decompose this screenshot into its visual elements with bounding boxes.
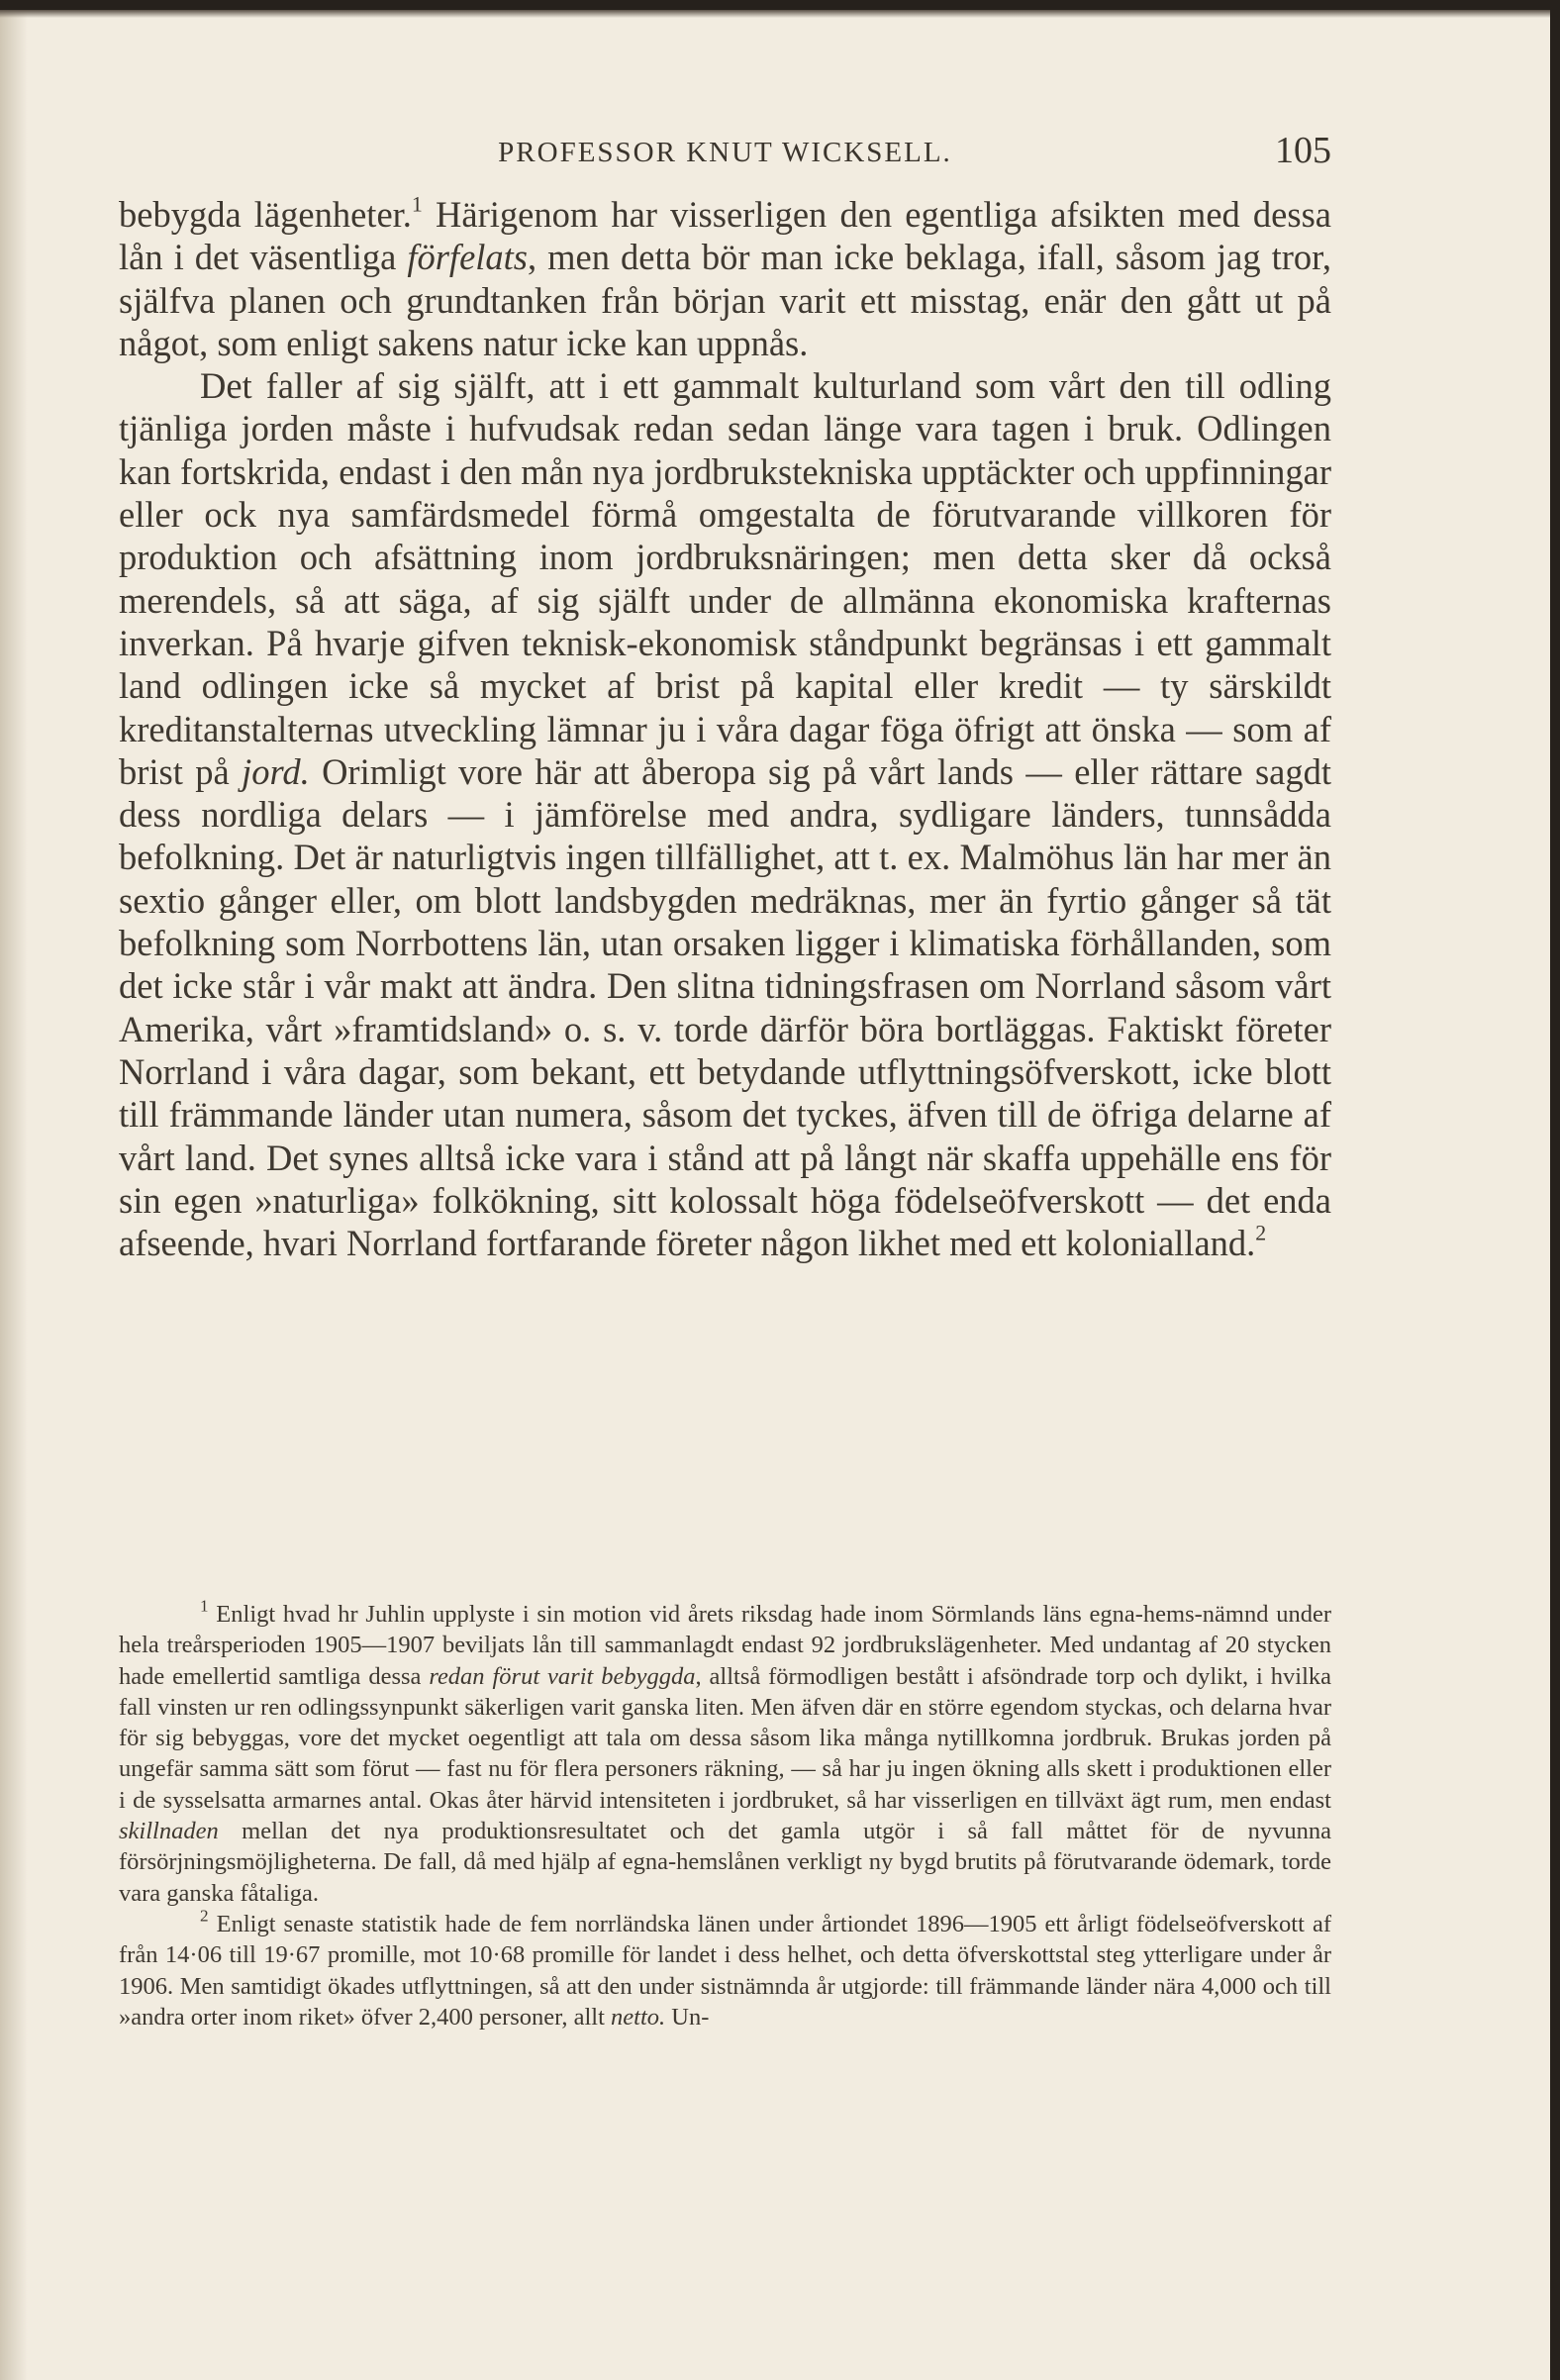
footnote-2 [119, 1906, 1331, 2033]
paragraph-2-italic: jord. [242, 750, 310, 792]
footnote-1-marker: 1 [200, 1596, 209, 1616]
footnote-2-text-b: Un- [665, 2003, 710, 2031]
paragraph-1 [119, 193, 1331, 364]
footnote-1-text-a: Enligt hvad hr Juhlin upplyste i sin motion vid årets riksdag hade inom Sörmlands läns egna-hems-nämnd under hela treårsperioden 1905—1907 beviljats lån till sammanlagdt endast 92 jordbrukslägenheter. Med undantag af 20 stycken hade emellertid samtliga dessa [119, 1601, 1331, 1690]
footnote-1-text-b: , alltså förmodligen bestått i afsöndrade torp och dylikt, i hvilka fall vinsten ur ren odlingssynpunkt säkerligen varit ganska liten. Men äfven där en större egendom styckas, och delarna hvar för sig bebyggas, vore det mycket oegentligt att tala om dessa såsom lika många nytillkomna jordbruk. Brukas jorden på ungefär samma sätt som förut — fast nu för flera personers räkning, — så har ju ingen ökning alls skett i produktionen eller i de sysselsatta armarnes antal. Okas åter härvid intensiteten i jordbruket, så har visserligen en tillväxt ägt rum, men endast [119, 1662, 1331, 1814]
running-title: PROFESSOR KNUT WICKSELL. [498, 137, 952, 168]
paragraph-1-text-b: Härigenom har visserligen den egentliga afsikten med dessa lån i det väsentliga [119, 194, 1331, 278]
paragraph-2-text-b: Orimligt vore här att åberopa sig på vårt lands — eller rättare sagdt dess nordliga delars — i jämförelse med andra, sydligare länders, tunnsådda befolkning. Det är naturligtvis ingen tillfällighet, att t. ex. Malmöhus län har mer än sextio gånger eller, om blott landsbygden medräknas, mer än fyrtio gånger så tät befolkning som Norrbottens län, utan orsaken ligger i klimatiska förhållanden, som det icke står i vår makt att ändra. Den slitna tidningsfrasen om Norrland såsom vårt Amerika, vårt »framtidsland» o. s. v. torde därför böra bortläggas. Faktiskt företer Norrland i våra dagar, som bekant, ett betydande utflyttningsöfverskott, icke blott till främmande länder utan numera, såsom det tyckes, äfven till de öfriga delarne af vårt land. Det synes alltså icke vara i stånd att på långt när skaffa uppehälle ens för sin egen »naturliga» folkökning, sitt kolossalt höga födelseöfverskott — det enda afseende, hvari Norrland fortfarande företer någon likhet med ett kolonialland. [119, 750, 1331, 1264]
footnote-ref-2: 2 [1255, 1220, 1267, 1245]
paragraph-1-text-a: bebygda lägenheter. [119, 194, 412, 235]
book-page [0, 10, 1550, 2380]
paragraph-1-italic: förfelats [407, 237, 529, 278]
footnote-2-text-a: Enligt senaste statistik hade de fem norrländska länen under årtiondet 1896—1905 ett årligt födelseöfverskott af från 14·06 till 19·67 promille, mot 10·68 promille för landet i dess helhet, och detta öfverskottstal steg ytterligare under år 1906. Men samtidigt ökades utflyttningen, så att den under sistnämnda år utgjorde: till främmande länder nära 4,000 och till »andra orter inom riket» öfver 2,400 personer, allt [119, 1910, 1331, 2031]
page-header [119, 127, 1331, 176]
paragraph-2-text-a: Det faller af sig själft, att i ett gammalt kulturland som vårt den till odling tjänliga jorden måste i hufvudsak redan sedan länge vara tagen i bruk. Odlingen kan fortskrida, endast i den mån nya jordbrukstekniska upptäckter och uppfinningar eller ock nya samfärdsmedel förmå omgestalta de förutvarande villkoren för produktion och afsättning inom jordbruksnäringen; men detta sker då också merendels, så att säga, af sig själft under de allmänna ekonomiska krafternas inverkan. På hvarje gifven teknisk-ekonomisk ståndpunkt begränsas i ett gammalt land odlingen icke så mycket af brist på kapital eller kredit — ty särskildt kreditanstalternas utveckling lämnar ju i våra dagar föga öfrigt att önska — som af brist på [119, 365, 1331, 792]
main-text [119, 193, 1331, 1264]
footnote-2-marker: 2 [200, 1906, 209, 1926]
footnote-2-italic: netto. [611, 2003, 666, 2031]
paragraph-2 [119, 364, 1331, 1264]
footnote-1-italic-2: skillnaden [119, 1818, 219, 1845]
footnote-ref-1: 1 [411, 191, 423, 217]
paragraph-1-text-c: , men detta bör man icke beklaga, ifall, såsom jag tror, själfva planen och grundtanken från början varit ett misstag, enär den gått ut på något, som enligt sakens natur icke kan uppnås. [119, 237, 1331, 363]
footnote-1-text-c: mellan det nya produktionsresultatet och det gamla utgör i så fall måttet för de nyvunna försörjningsmöjligheterna. De fall, då med hjälp af egna-hemslånen verkligt ny bygd brutits på förutvarande ödemark, torde vara ganska fåtaliga. [119, 1818, 1331, 1907]
footnote-1 [119, 1596, 1331, 1909]
page-number: 105 [1275, 130, 1331, 171]
footnotes [119, 1596, 1331, 2033]
footnote-1-italic: redan förut varit bebyggda [429, 1662, 696, 1690]
